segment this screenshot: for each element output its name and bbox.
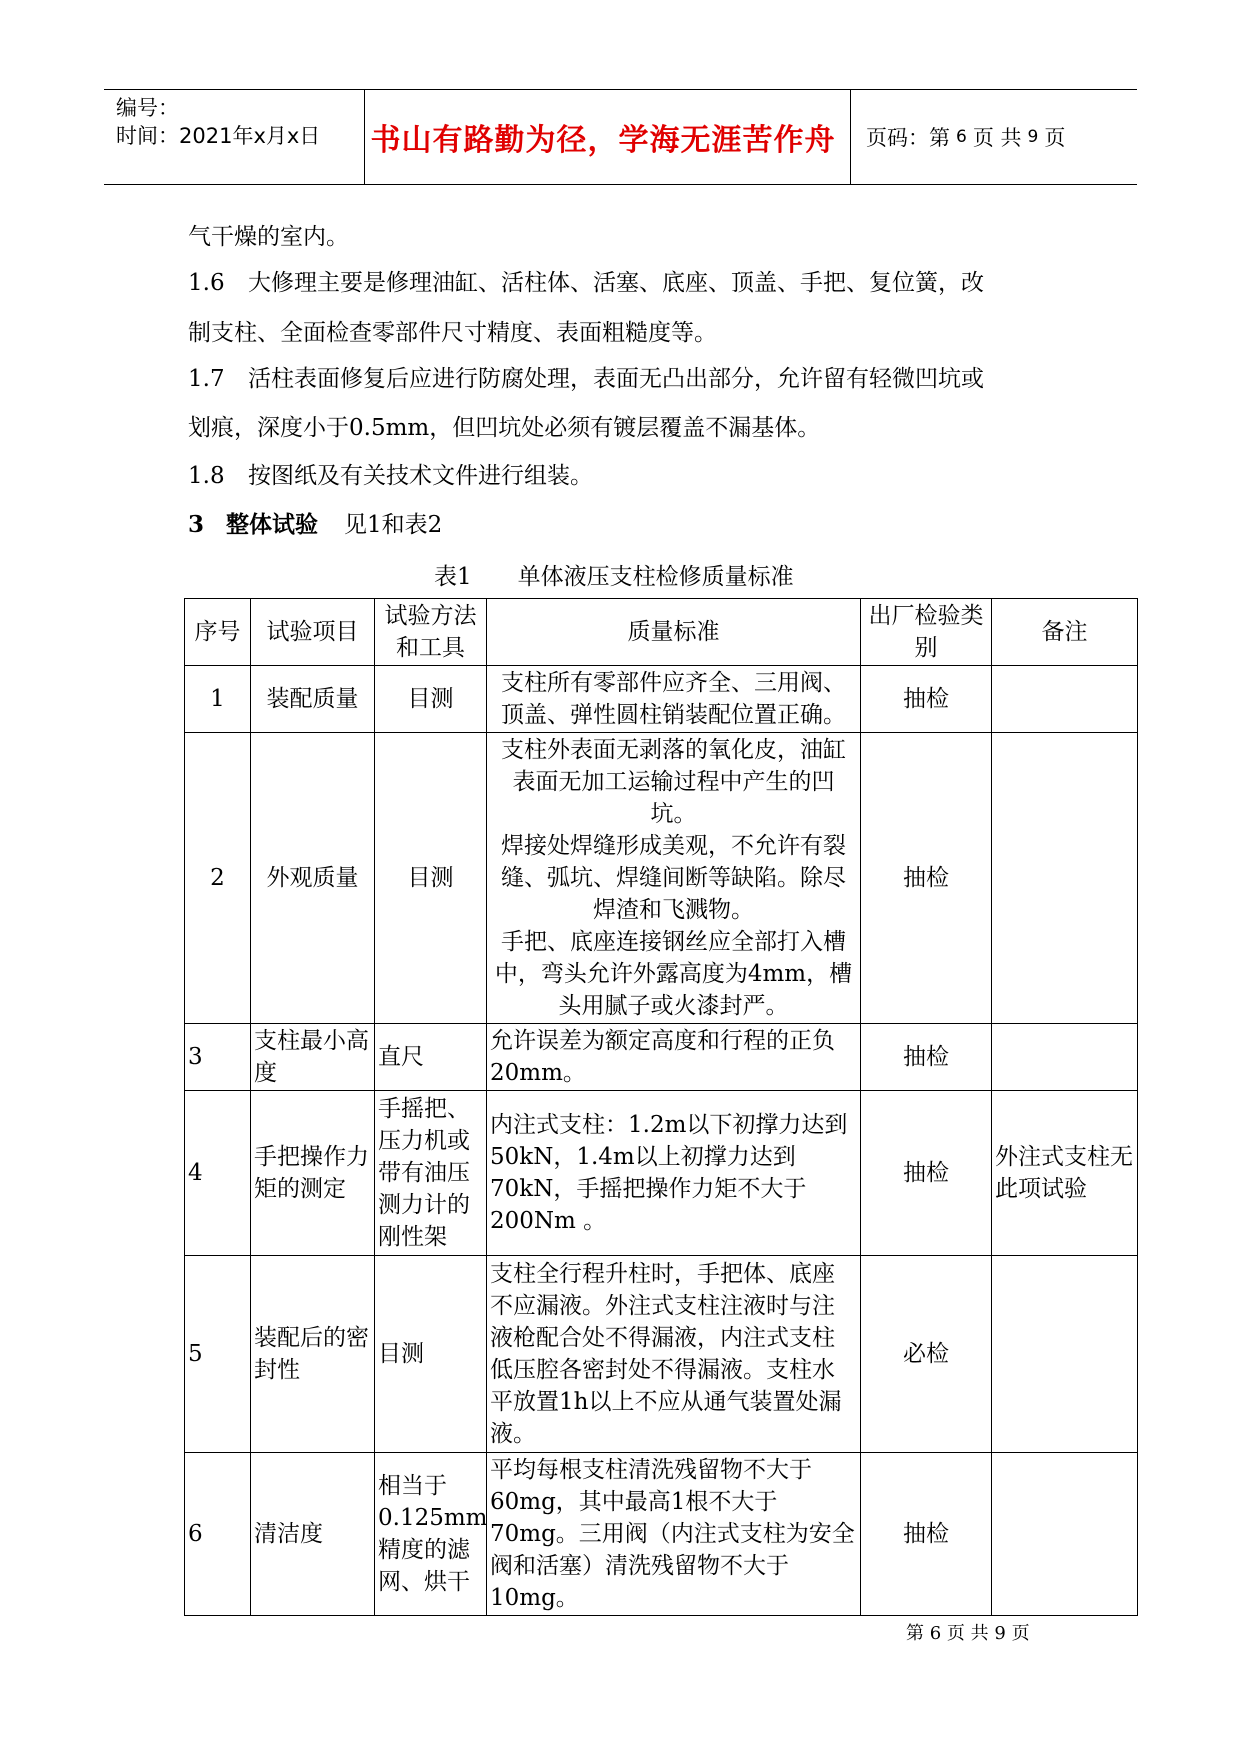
footer-page-current: 6 (929, 1623, 942, 1644)
cell-item: 装配质量 (251, 666, 375, 733)
section-note: 见1和表2 (344, 512, 443, 538)
table-row (185, 1453, 1138, 1616)
cell-item: 外观质量 (251, 733, 375, 1024)
cell-method: 目测 (375, 733, 487, 1024)
cell-method: 手摇把、压力机或带有油压测力计的刚性架 (375, 1091, 487, 1256)
page-footer: 第 6 页 共 9 页 (906, 1623, 1030, 1644)
section-title: 整体试验 (226, 511, 318, 538)
cell-note (992, 666, 1138, 733)
quality-standard-table (184, 598, 1138, 1616)
cell-item: 装配后的密封性 (251, 1256, 375, 1453)
header-cell: 试验项目 (251, 599, 375, 666)
header-divider (850, 90, 851, 184)
paragraph: 气干燥的室内。 (188, 224, 349, 250)
cell-standard: 内注式支柱：1.2m以下初撑力达到50kN，1.4m以上初撑力达到70kN，手摇把操作力矩不大于200Nm 。 (487, 1091, 861, 1256)
clause-number: 1.8 (188, 463, 225, 489)
cell-no: 4 (185, 1091, 251, 1256)
cell-note (992, 733, 1138, 1024)
clause-number: 1.7 (188, 366, 225, 392)
cell-type: 抽检 (861, 733, 992, 1024)
cell-method: 目测 (375, 666, 487, 733)
table-row (185, 666, 1138, 733)
footer-page-total: 9 (994, 1623, 1006, 1644)
header-page-number: 页码：第 6 页 共 9 页 (866, 126, 1066, 150)
table-row (185, 1091, 1138, 1256)
cell-item: 手把操作力矩的测定 (251, 1091, 375, 1256)
header-cell: 出厂检验类别 (861, 599, 992, 666)
cell-no: 5 (185, 1256, 251, 1453)
cell-no: 6 (185, 1453, 251, 1616)
cell-standard: 支柱所有零部件应齐全、三用阀、顶盖、弹性圆柱销装配位置正确。 (487, 666, 861, 733)
cell-item: 支柱最小高度 (251, 1024, 375, 1091)
header-cell: 备注 (992, 599, 1138, 666)
header-page-current: 6 (956, 127, 967, 147)
cell-standard: 平均每根支柱清洗残留物不大于60mg，其中最高1根不大于70mg。三用阀（内注式支柱为安全阀和活塞）清洗残留物不大于10mg。 (487, 1453, 861, 1616)
cell-no: 3 (185, 1024, 251, 1091)
paragraph: 划痕，深度小于0.5mm，但凹坑处必须有镀层覆盖不漏基体。 (188, 415, 821, 441)
section-heading (188, 510, 442, 540)
cell-type: 抽检 (861, 1024, 992, 1091)
cell-standard: 支柱外表面无剥落的氧化皮，油缸表面无加工运输过程中产生的凹坑。 焊接处焊缝形成美观，不允许有裂缝、弧坑、焊缝间断等缺陷。除尽焊渣和飞溅物。 手把、底座连接钢丝应全部打入槽中，弯头允许外露高度为4mm，槽头用腻子或火漆封严。 (487, 733, 861, 1024)
header-cell: 序号 (185, 599, 251, 666)
paragraph: 制支柱、全面检查零部件尺寸精度、表面粗糙度等。 (188, 320, 717, 346)
cell-type: 必检 (861, 1256, 992, 1453)
header-meta (116, 94, 320, 150)
cell-standard: 支柱全行程升柱时，手把体、底座不应漏液。外注式支柱注液时与注液枪配合处不得漏液，内注式支柱低压腔各密封处不得漏液。支柱水平放置1h以上不应从通气装置处漏液。 (487, 1256, 861, 1453)
header-motto: 书山有路勤为径，学海无涯苦作舟 (370, 123, 836, 158)
paragraph: 1.6 大修理主要是修理油缸、活柱体、活塞、底座、顶盖、手把、复位簧，改 (188, 270, 984, 296)
cell-method: 相当于0.125mm精度的滤网、烘干 (375, 1453, 487, 1616)
document-number-label: 编号： (116, 96, 179, 120)
header-page-total: 9 (1027, 127, 1039, 147)
cell-standard: 允许误差为额定高度和行程的正负20mm。 (487, 1024, 861, 1091)
cell-no: 2 (185, 733, 251, 1024)
paragraph: 1.8 按图纸及有关技术文件进行组装。 (188, 463, 593, 489)
cell-note (992, 1453, 1138, 1616)
document-date: 时间：2021年x月x日 (116, 124, 321, 148)
cell-type: 抽检 (861, 1453, 992, 1616)
cell-note (992, 1024, 1138, 1091)
cell-type: 抽检 (861, 1091, 992, 1256)
section-number: 3 (188, 511, 205, 538)
page-header (104, 89, 1137, 185)
paragraph: 1.7 活柱表面修复后应进行防腐处理，表面无凸出部分，允许留有轻微凹坑或 (188, 366, 984, 392)
table-row (185, 1024, 1138, 1091)
cell-item: 清洁度 (251, 1453, 375, 1616)
clause-number: 1.6 (188, 270, 225, 296)
cell-no: 1 (185, 666, 251, 733)
cell-method: 目测 (375, 1256, 487, 1453)
header-cell: 试验方法和工具 (375, 599, 487, 666)
cell-method: 直尺 (375, 1024, 487, 1091)
table-header-row (185, 599, 1138, 666)
cell-note: 外注式支柱无此项试验 (992, 1091, 1138, 1256)
table-caption: 表1 单体液压支柱检修质量标准 (434, 564, 794, 590)
cell-type: 抽检 (861, 666, 992, 733)
header-cell: 质量标准 (487, 599, 861, 666)
cell-note (992, 1256, 1138, 1453)
table-row (185, 1256, 1138, 1453)
table-row (185, 733, 1138, 1024)
